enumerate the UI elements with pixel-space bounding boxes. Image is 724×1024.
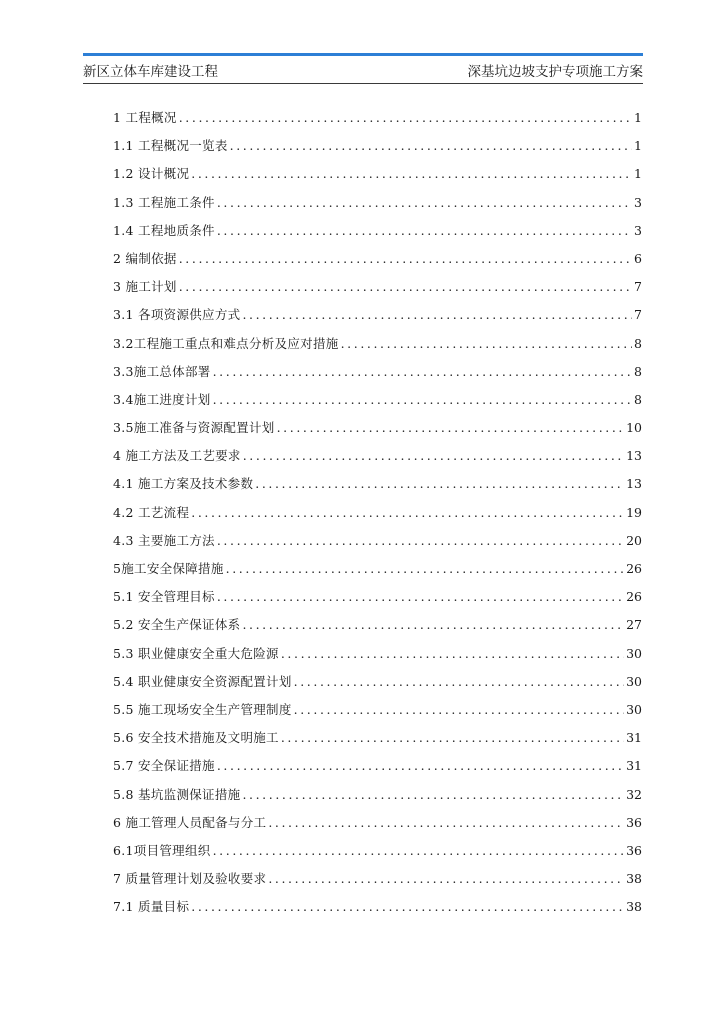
toc-entry[interactable]: [113, 220, 642, 248]
toc-entry[interactable]: [113, 586, 642, 614]
header-accent-rule: [83, 53, 643, 56]
toc-entry-label: 3.1 各项资源供应方式: [113, 307, 241, 323]
toc-entry-label: 5.4 职业健康安全资源配置计划: [113, 673, 292, 689]
toc-entry-label: 5.7 安全保证措施: [113, 758, 215, 774]
toc-entry[interactable]: [113, 417, 642, 445]
toc-dot-leader: [191, 163, 632, 185]
toc-entry-page: 6: [634, 250, 642, 266]
toc-entry[interactable]: [113, 333, 642, 361]
toc-dot-leader: [213, 389, 632, 411]
toc-entry[interactable]: [113, 643, 642, 671]
toc-entry-page: 36: [626, 842, 642, 858]
toc-entry-label: 5.1 安全管理目标: [113, 589, 215, 605]
toc-dot-leader: [213, 361, 632, 383]
toc-entry[interactable]: [113, 784, 642, 812]
toc-entry[interactable]: [113, 107, 642, 135]
toc-entry-label: 1.1 工程概况一览表: [113, 138, 228, 154]
toc-entry-page: 30: [626, 645, 642, 661]
toc-dot-leader: [243, 445, 624, 467]
toc-entry-label: 6 施工管理人员配备与分工: [113, 814, 267, 830]
toc-entry-page: 3: [634, 194, 642, 210]
toc-entry[interactable]: [113, 530, 642, 558]
table-of-contents: [113, 107, 642, 924]
toc-entry-page: 26: [626, 561, 642, 576]
header-divider: [83, 83, 643, 84]
toc-entry-page: 31: [626, 730, 642, 746]
toc-entry-page: 10: [626, 420, 642, 436]
toc-entry-page: 1: [634, 110, 642, 125]
toc-entry[interactable]: [113, 389, 642, 417]
toc-entry[interactable]: [113, 473, 642, 501]
toc-dot-leader: [268, 812, 624, 834]
project-title: 新区立体车库建设工程: [83, 64, 218, 80]
toc-entry-page: 30: [626, 701, 642, 717]
toc-entry-label: 5.2 安全生产保证体系: [113, 617, 241, 633]
toc-entry-page: 8: [634, 335, 642, 351]
toc-entry-page: 31: [626, 758, 642, 774]
toc-entry-page: 8: [634, 363, 642, 379]
toc-dot-leader: [191, 502, 624, 524]
toc-entry[interactable]: [113, 276, 642, 304]
toc-entry[interactable]: [113, 727, 642, 755]
toc-entry[interactable]: [113, 699, 642, 727]
toc-entry-page: 7: [634, 307, 642, 323]
toc-entry-label: 3 施工计划: [113, 279, 177, 295]
toc-dot-leader: [281, 727, 624, 749]
toc-entry-label: 5施工安全保障措施: [113, 561, 224, 576]
toc-dot-leader: [341, 333, 632, 355]
toc-entry-label: 5.5 施工现场安全生产管理制度: [113, 701, 292, 717]
page-header: [83, 58, 643, 80]
toc-entry[interactable]: [113, 502, 642, 530]
toc-entry-label: 7 质量管理计划及验收要求: [113, 871, 267, 887]
toc-dot-leader: [179, 276, 632, 298]
toc-entry-page: 30: [626, 673, 642, 689]
toc-entry[interactable]: [113, 896, 642, 924]
toc-entry[interactable]: [113, 192, 642, 220]
toc-dot-leader: [255, 473, 624, 495]
toc-entry[interactable]: [113, 840, 642, 868]
toc-dot-leader: [179, 248, 632, 270]
toc-dot-leader: [217, 530, 624, 552]
toc-dot-leader: [213, 840, 625, 862]
toc-dot-leader: [277, 417, 625, 439]
toc-entry[interactable]: [113, 445, 642, 473]
toc-entry-page: 26: [626, 589, 642, 605]
toc-entry-page: 1: [634, 138, 642, 154]
toc-dot-leader: [230, 135, 632, 157]
toc-entry-label: 1 工程概况: [113, 110, 177, 125]
toc-entry-label: 5.8 基坑监测保证措施: [113, 786, 241, 802]
toc-entry-page: 8: [634, 391, 642, 407]
toc-entry-page: 32: [626, 786, 642, 802]
toc-entry-label: 2 编制依据: [113, 250, 177, 266]
toc-entry[interactable]: [113, 868, 642, 896]
toc-entry-page: 20: [626, 532, 642, 548]
toc-dot-leader: [242, 784, 624, 806]
toc-entry-label: 3.4施工进度计划: [113, 391, 211, 407]
toc-entry[interactable]: [113, 755, 642, 783]
document-title: 深基坑边坡支护专项施工方案: [467, 64, 643, 80]
toc-dot-leader: [217, 192, 632, 214]
toc-entry-page: 3: [634, 222, 642, 238]
toc-dot-leader: [268, 868, 624, 890]
toc-entry-page: 1: [634, 166, 642, 182]
toc-dot-leader: [179, 107, 632, 129]
toc-dot-leader: [191, 896, 624, 918]
toc-entry-page: 36: [626, 814, 642, 830]
toc-entry-label: 4.1 施工方案及技术参数: [113, 476, 254, 492]
toc-dot-leader: [294, 699, 624, 721]
toc-entry-label: 1.3 工程施工条件: [113, 194, 215, 210]
toc-entry[interactable]: [113, 812, 642, 840]
toc-entry-page: 19: [626, 504, 642, 520]
toc-entry-label: 4 施工方法及工艺要求: [113, 448, 241, 464]
toc-dot-leader: [294, 671, 624, 693]
toc-entry[interactable]: [113, 671, 642, 699]
toc-entry-label: 3.3施工总体部署: [113, 363, 211, 379]
toc-dot-leader: [217, 586, 624, 608]
toc-dot-leader: [281, 643, 624, 665]
toc-entry[interactable]: [113, 361, 642, 389]
toc-dot-leader: [217, 220, 632, 242]
toc-entry-label: 3.2工程施工重点和难点分析及应对措施: [113, 335, 339, 351]
toc-entry[interactable]: [113, 248, 642, 276]
toc-entry-label: 1.2 设计概况: [113, 166, 190, 182]
toc-entry-label: 3.5施工准备与资源配置计划: [113, 420, 275, 436]
toc-entry-page: 13: [626, 476, 642, 492]
toc-entry-label: 1.4 工程地质条件: [113, 222, 215, 238]
toc-dot-leader: [242, 614, 624, 636]
toc-entry[interactable]: [113, 135, 642, 163]
toc-entry-page: 38: [626, 871, 642, 887]
toc-entry[interactable]: [113, 614, 642, 642]
toc-entry-page: 27: [626, 617, 642, 633]
toc-dot-leader: [217, 755, 624, 777]
toc-entry-page: 7: [634, 279, 642, 295]
toc-entry[interactable]: [113, 304, 642, 332]
toc-dot-leader: [226, 558, 624, 580]
toc-entry-label: 5.3 职业健康安全重大危险源: [113, 645, 279, 661]
toc-entry-label: 4.2 工艺流程: [113, 504, 190, 520]
toc-entry-label: 5.6 安全技术措施及文明施工: [113, 730, 279, 746]
toc-entry-label: 7.1 质量目标: [113, 899, 190, 915]
toc-entry-label: 4.3 主要施工方法: [113, 532, 215, 548]
toc-entry-label: 6.1项目管理组织: [113, 842, 211, 858]
toc-dot-leader: [242, 304, 632, 326]
toc-entry-page: 38: [626, 899, 642, 915]
toc-entry[interactable]: [113, 163, 642, 191]
toc-entry[interactable]: [113, 558, 642, 586]
toc-entry-page: 13: [626, 448, 642, 464]
